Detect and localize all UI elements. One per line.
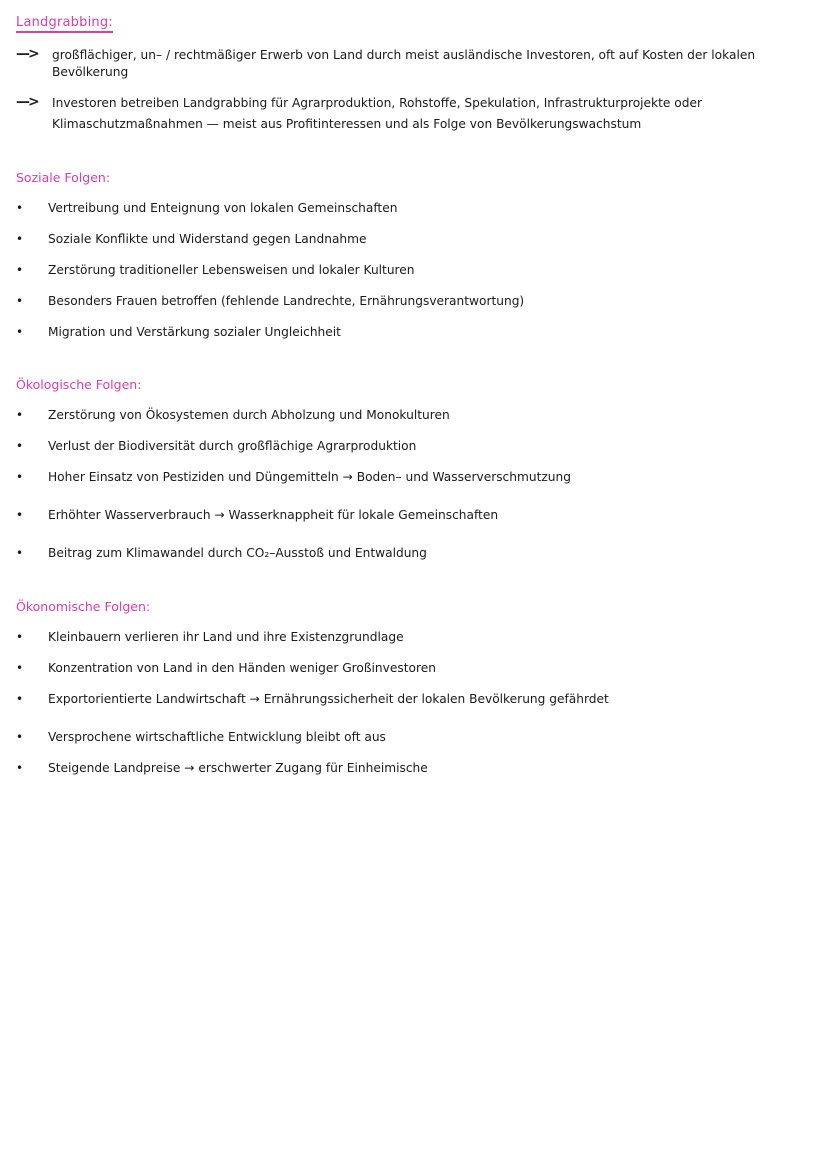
definition-text: Investoren betreiben Landgrabbing für Agrarproduktion, Rohstoffe, Spekulation, Infrastrukturprojekte oder	[52, 96, 702, 110]
list-item: • Exportorientierte Landwirtschaft → Ernährungssicherheit der lokalen Bevölkerung gefährdet	[16, 692, 609, 706]
bullet-icon: •	[16, 508, 24, 522]
list-item: • Migration und Verstärkung sozialer Ungleichheit	[16, 325, 341, 339]
definition-text: Bevölkerung	[52, 65, 129, 79]
bullet-icon: •	[16, 761, 24, 775]
bullet-icon: •	[16, 294, 24, 308]
bullet-icon: •	[16, 470, 24, 484]
bullet-icon: •	[16, 661, 24, 675]
list-item: • Verlust der Biodiversität durch großflächige Agrarproduktion	[16, 439, 417, 453]
definition-text: Klimaschutzmaßnahmen — meist aus Profitinteressen und als Folge von Bevölkerungswachstum	[52, 117, 642, 131]
definition-line	[16, 94, 816, 136]
bullet-icon: •	[16, 439, 24, 453]
list-item: • Beitrag zum Klimawandel durch CO₂–Ausstoß und Entwaldung	[16, 546, 427, 560]
list-item: • Hoher Einsatz von Pestiziden und Düngemitteln → Boden– und Wasserverschmutzung	[16, 470, 571, 484]
list-item: • Soziale Konflikte und Widerstand gegen Landnahme	[16, 232, 367, 246]
section-heading-social: Soziale Folgen:	[16, 170, 111, 185]
list-item: • Versprochene wirtschaftliche Entwicklung bleibt oft aus	[16, 730, 386, 744]
bullet-icon: •	[16, 630, 24, 644]
bullet-icon: •	[16, 325, 24, 339]
bullet-icon: •	[16, 232, 24, 246]
bullet-icon: •	[16, 730, 24, 744]
document-title: Landgrabbing:	[16, 15, 113, 33]
bullet-icon: •	[16, 546, 24, 560]
list-item: • Zerstörung traditioneller Lebensweisen und lokaler Kulturen	[16, 263, 415, 277]
definition-line	[16, 46, 816, 81]
section-heading-ecological: Ökologische Folgen:	[16, 377, 142, 392]
list-item: • Zerstörung von Ökosystemen durch Abholzung und Monokulturen	[16, 408, 450, 422]
bullet-icon: •	[16, 692, 24, 706]
list-item: • Steigende Landpreise → erschwerter Zugang für Einheimische	[16, 761, 428, 775]
arrow-icon: —>	[16, 46, 38, 62]
list-item: • Erhöhter Wasserverbrauch → Wasserknappheit für lokale Gemeinschaften	[16, 508, 499, 522]
arrow-icon: —>	[16, 94, 38, 110]
list-item: • Kleinbauern verlieren ihr Land und ihre Existenzgrundlage	[16, 630, 404, 644]
definition-text: großflächiger, un– / rechtmäßiger Erwerb von Land durch meist ausländische Investoren, oft auf Kosten der lokalen	[52, 48, 756, 62]
bullet-icon: •	[16, 263, 24, 277]
section-heading-economic: Ökonomische Folgen:	[16, 599, 151, 614]
list-item: • Konzentration von Land in den Händen weniger Großinvestoren	[16, 661, 436, 675]
bullet-icon: •	[16, 408, 24, 422]
list-item: • Besonders Frauen betroffen (fehlende Landrechte, Ernährungsverantwortung)	[16, 294, 525, 308]
list-item: • Vertreibung und Enteignung von lokalen Gemeinschaften	[16, 201, 398, 215]
bullet-icon: •	[16, 201, 24, 215]
